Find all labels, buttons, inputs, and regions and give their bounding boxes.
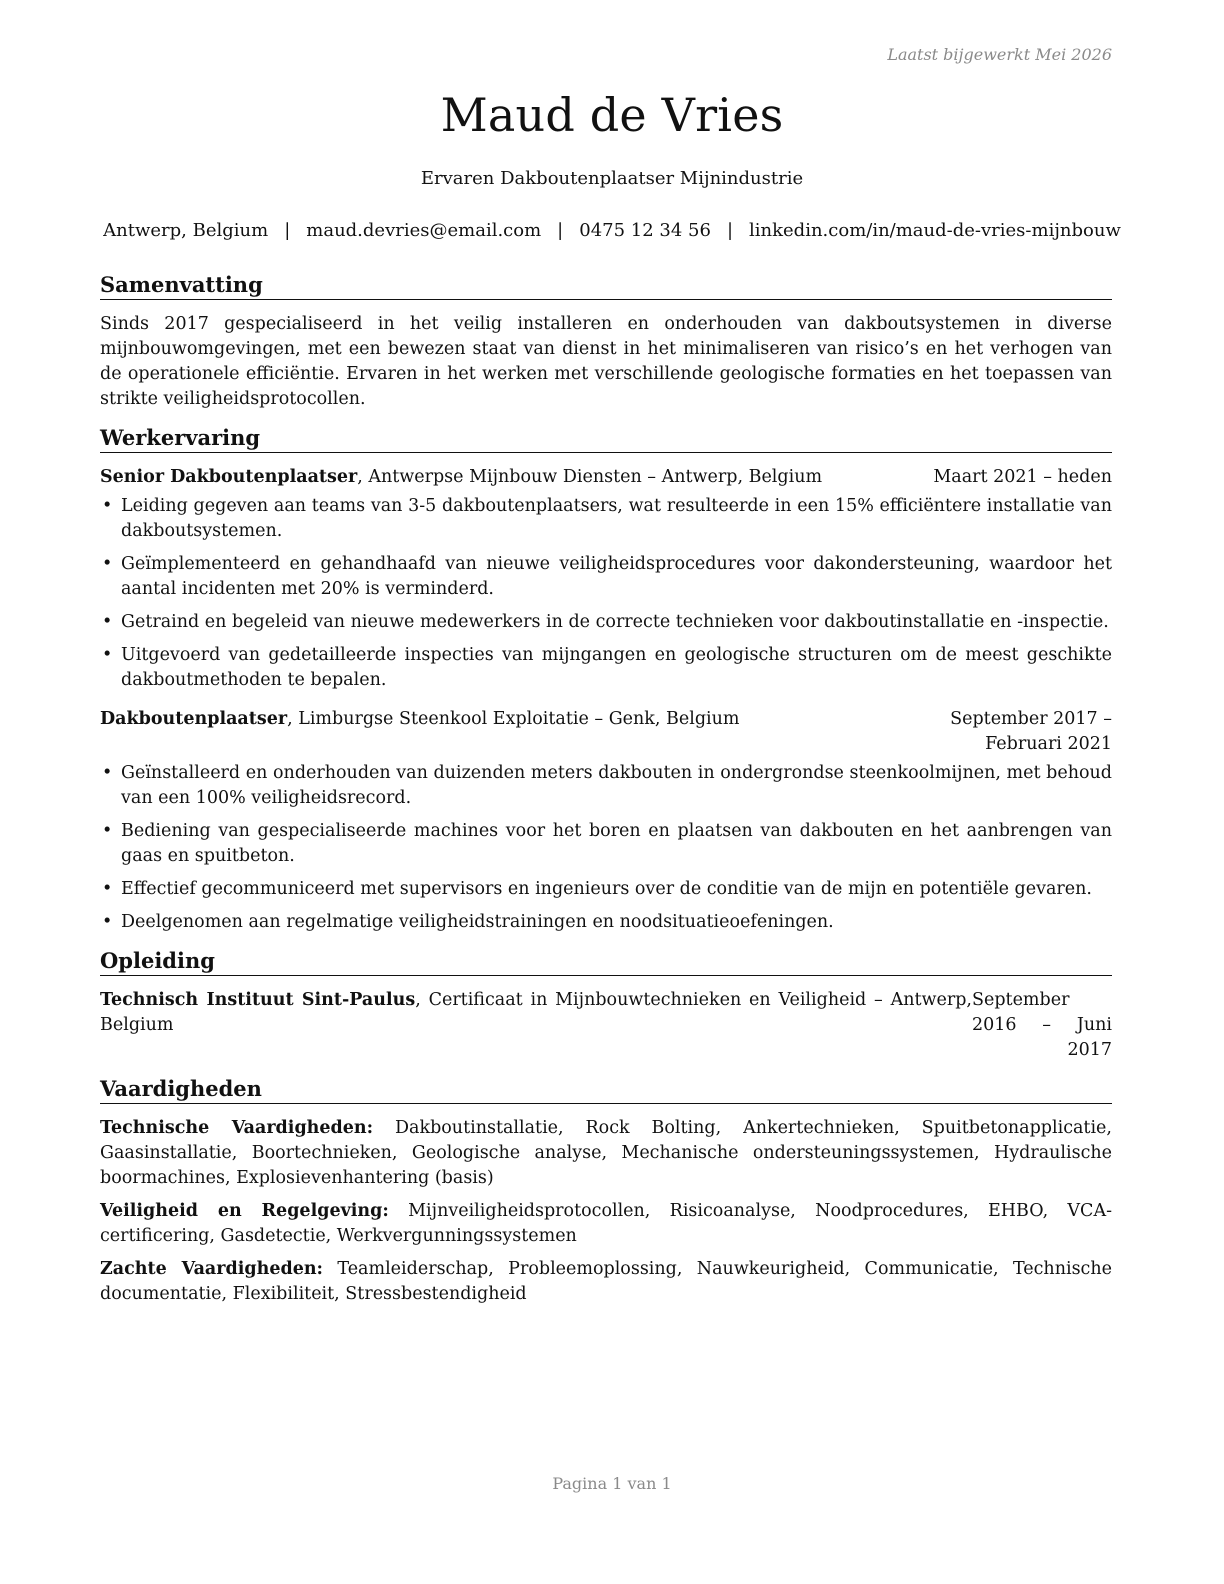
job-entry: [100, 465, 1112, 693]
skill-group-label: Veiligheid en Regelgeving:: [100, 1201, 389, 1221]
skill-group-label: Technische Vaardigheden:: [100, 1118, 374, 1138]
candidate-headline: Ervaren Dakboutenplaatser Mijnindustrie: [420, 168, 804, 189]
candidate-name: Maud de Vries: [440, 88, 784, 142]
contact-location: Antwerp, Belgium: [103, 220, 269, 241]
skill-group: [100, 1257, 1112, 1307]
education-entry: [100, 988, 1112, 1063]
job-entry: [100, 707, 1112, 935]
education-dates: September 2016 – Juni 2017: [972, 990, 1112, 1060]
page-footer: Pagina 1 van 1: [552, 1474, 672, 1493]
resume-content: [100, 271, 1112, 1319]
list-item: • Uitgevoerd van gedetailleerde inspecties van mijngangen en geologische structuren om de meest geschikte dakboutmethoden te bepalen.: [100, 643, 1112, 693]
job-role: Dakboutenplaatser: [100, 709, 288, 729]
list-item: • Geïnstalleerd en onderhouden van duizenden meters dakbouten in ondergrondse steenkoolmijnen, met behoud van een 100% veiligheidsrecord.: [100, 761, 1112, 811]
section-title-skills: Vaardigheden: [100, 1075, 1112, 1104]
job-role: Senior Dakboutenplaatser: [100, 467, 358, 487]
education-details: , Certificaat in Mijnbouwtechnieken en Veiligheid – Antwerp, Belgium: [100, 990, 972, 1035]
skill-group-items: Dakboutinstallatie, Rock Bolting, Ankertechnieken, Spuitbetonapplicatie, Gaasinstallatie, Boortechnieken, Geologische analyse, Mechanische ondersteuningssystemen, Hydraulische boormachines, Explosievenhantering (basis): [100, 1118, 1112, 1188]
section-title-education: Opleiding: [100, 947, 1112, 976]
contact-separator: |: [557, 220, 564, 241]
job-dates: Maart 2021 – heden: [933, 467, 1112, 487]
summary-text: Sinds 2017 gespecialiseerd in het veilig installeren en onderhouden van dakboutsystemen in diverse mijnbouwomgevingen, met een bewezen staat van dienst in het minimaliseren van risico’s en het verhogen van de operationele efficiëntie. Ervaren in het werken met verschillende geologische formaties en het toepassen van strikte veiligheidsprotocollen.: [100, 314, 1112, 409]
section-title-experience: Werkervaring: [100, 424, 1112, 453]
summary-section: [100, 271, 1112, 412]
education-school: Technisch Instituut Sint-Paulus: [100, 990, 416, 1010]
job-header: [100, 707, 1112, 757]
job-bullets: [100, 494, 1112, 693]
job-header: [100, 465, 1112, 490]
list-item: • Effectief gecommuniceerd met supervisors en ingenieurs over de conditie van de mijn en potentiële gevaren.: [100, 877, 1112, 902]
job-company: , Limburgse Steenkool Exploitatie – Genk, Belgium: [287, 709, 740, 729]
last-updated: Laatst bijgewerkt Mei 2026: [887, 45, 1112, 64]
skill-group-items: Teamleiderschap, Probleemoplossing, Nauwkeurigheid, Communicatie, Technische documentatie, Flexibiliteit, Stressbestendigheid: [100, 1259, 1112, 1304]
skill-group-label: Zachte Vaardigheden:: [100, 1259, 324, 1279]
list-item: • Deelgenomen aan regelmatige veiligheidstrainingen en noodsituatieoefeningen.: [100, 910, 1112, 935]
list-item: • Getraind en begeleid van nieuwe medewerkers in de correcte technieken voor dakboutinstallatie en -inspectie.: [100, 610, 1112, 635]
experience-section: [100, 424, 1112, 935]
section-title-summary: Samenvatting: [100, 271, 1112, 300]
contact-separator: |: [726, 220, 734, 241]
job-bullets: [100, 761, 1112, 935]
contact-phone[interactable]: 0475 12 34 56: [579, 220, 711, 241]
skill-group: [100, 1116, 1112, 1191]
job-dates: September 2017 – Februari 2021: [950, 709, 1112, 754]
job-company: , Antwerpse Mijnbouw Diensten – Antwerp, Belgium: [357, 467, 823, 487]
contact-linkedin[interactable]: linkedin.com/in/maud-de-vries-mijnbouw: [749, 220, 1121, 241]
list-item: • Bediening van gespecialiseerde machines voor het boren en plaatsen van dakbouten en het aanbrengen van gaas en spuitbeton.: [100, 819, 1112, 869]
list-item: • Geïmplementeerd en gehandhaafd van nieuwe veiligheidsprocedures voor dakondersteuning, waardoor het aantal incidenten met 20% is verminderd.: [100, 552, 1112, 602]
contact-separator: |: [284, 220, 291, 241]
skill-group: [100, 1199, 1112, 1249]
contact-email[interactable]: maud.devries@email.com: [306, 220, 542, 241]
skill-group-items: Mijnveiligheidsprotocollen, Risicoanalyse, Noodprocedures, EHBO, VCA-certificering, Gasdetectie, Werkvergunningssystemen: [100, 1201, 1112, 1246]
skills-section: [100, 1075, 1112, 1307]
contact-line: [0, 220, 1224, 241]
education-section: [100, 947, 1112, 1063]
list-item: • Leiding gegeven aan teams van 3-5 dakboutenplaatsers, wat resulteerde in een 15% efficiëntere installatie van dakboutsystemen.: [100, 494, 1112, 544]
